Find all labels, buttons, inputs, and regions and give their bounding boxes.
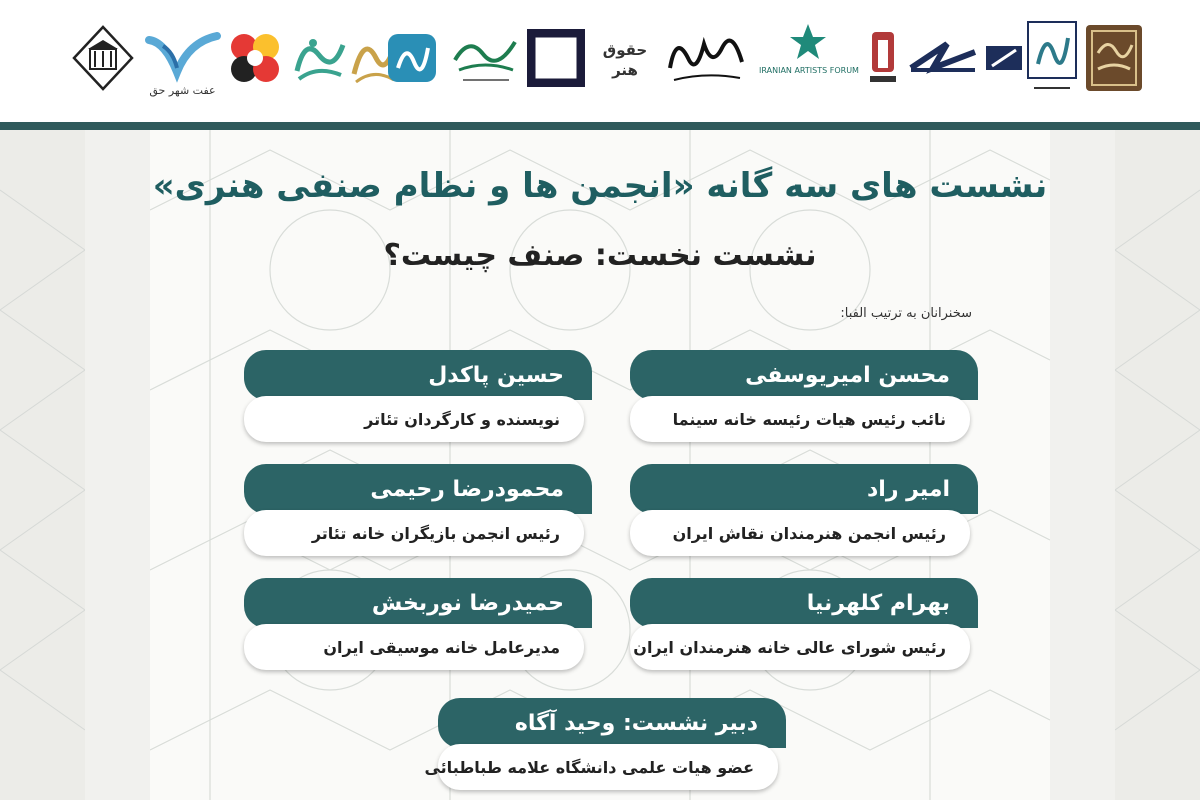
hoqugh-honar-logo-icon bbox=[594, 18, 656, 98]
square-frame-logo-icon bbox=[526, 18, 586, 98]
speaker-role-box bbox=[244, 396, 584, 442]
navy-slash-logo-icon bbox=[984, 18, 1024, 98]
speaker-name: محمودرضا رحیمی bbox=[370, 476, 564, 502]
speaker-card bbox=[244, 578, 592, 670]
secretary-name-band bbox=[438, 698, 786, 748]
page-subtitle: نشست نخست: صنف چیست؟ bbox=[383, 238, 817, 273]
speaker-role-box bbox=[630, 510, 970, 556]
framed-calligraphy-logo-icon bbox=[1026, 18, 1078, 98]
speaker-role-box bbox=[244, 510, 584, 556]
right-pattern bbox=[1115, 130, 1200, 800]
navy-wave-logo-icon bbox=[906, 18, 980, 98]
speaker-name-band bbox=[630, 464, 978, 514]
black-calligraphy-logo-icon bbox=[660, 18, 750, 98]
speaker-role: مدیرعامل خانه موسیقی ایران bbox=[323, 637, 560, 657]
speaker-role: نائب رئیس هیات رئیسه خانه سینما bbox=[672, 409, 946, 429]
speaker-name-band bbox=[244, 464, 592, 514]
red-building-logo-icon bbox=[864, 18, 902, 98]
speaker-role-box bbox=[630, 624, 970, 670]
speaker-name: حمیدرضا نوربخش bbox=[371, 590, 564, 616]
speaker-name-band bbox=[244, 350, 592, 400]
speaker-name: بهرام کلهرنیا bbox=[806, 590, 950, 616]
speaker-name: امیر راد bbox=[867, 476, 950, 502]
speaker-card bbox=[630, 578, 978, 670]
speaker-role-box bbox=[630, 396, 970, 442]
speaker-role: نویسنده و کارگردان تئاتر bbox=[364, 409, 560, 429]
speakers-label: سخنرانان به ترتیب الفبا: bbox=[840, 306, 972, 321]
secretary-role: عضو هیات علمی دانشگاه علامه طباطبائی bbox=[424, 757, 754, 777]
speaker-card bbox=[244, 464, 592, 556]
logo-text-8: حقوق هنر bbox=[602, 41, 648, 79]
speaker-role: رئیس انجمن بازیگران خانه تئاتر bbox=[311, 523, 560, 543]
header-divider bbox=[0, 122, 1200, 130]
secretary-card bbox=[424, 698, 786, 790]
speaker-role-box bbox=[244, 624, 584, 670]
blue-calligraphy-logo-icon bbox=[384, 18, 440, 98]
iranian-artists-forum-logo-icon bbox=[758, 18, 860, 98]
left-pattern bbox=[0, 130, 85, 800]
speaker-name-band bbox=[244, 578, 592, 628]
green-calligraphy-logo-icon bbox=[446, 18, 524, 98]
brown-seal-logo-icon bbox=[1082, 18, 1146, 98]
secretary-role-box bbox=[424, 744, 778, 790]
speaker-name: محسن امیریوسفی bbox=[745, 362, 950, 388]
speaker-role: رئیس شورای عالی خانه هنرمندان ایران bbox=[633, 637, 946, 657]
logo-text-1: عفت شهر حق bbox=[149, 84, 216, 97]
speaker-name-band bbox=[630, 578, 978, 628]
blue-v-logo-icon bbox=[140, 18, 225, 98]
secretary-name: دبیر نشست: وحید آگاه bbox=[514, 710, 758, 736]
speaker-name: حسین پاکدل bbox=[428, 362, 564, 388]
justice-building-logo-icon bbox=[72, 18, 134, 98]
logo-text-10: IRANIAN ARTISTS FORUM bbox=[759, 66, 859, 75]
speaker-name-band bbox=[630, 350, 978, 400]
page-title: نشست های سه گانه «انجمن ها و نظام صنفی هنری» bbox=[152, 166, 1048, 206]
speaker-role: رئیس انجمن هنرمندان نقاش ایران bbox=[672, 523, 946, 543]
speaker-card bbox=[630, 350, 978, 442]
speaker-card bbox=[244, 350, 592, 442]
colorful-hearts-logo-icon bbox=[222, 18, 288, 98]
speaker-card bbox=[630, 464, 978, 556]
teal-calligraphy-logo-icon bbox=[290, 18, 350, 98]
logo-bar bbox=[0, 0, 1200, 122]
